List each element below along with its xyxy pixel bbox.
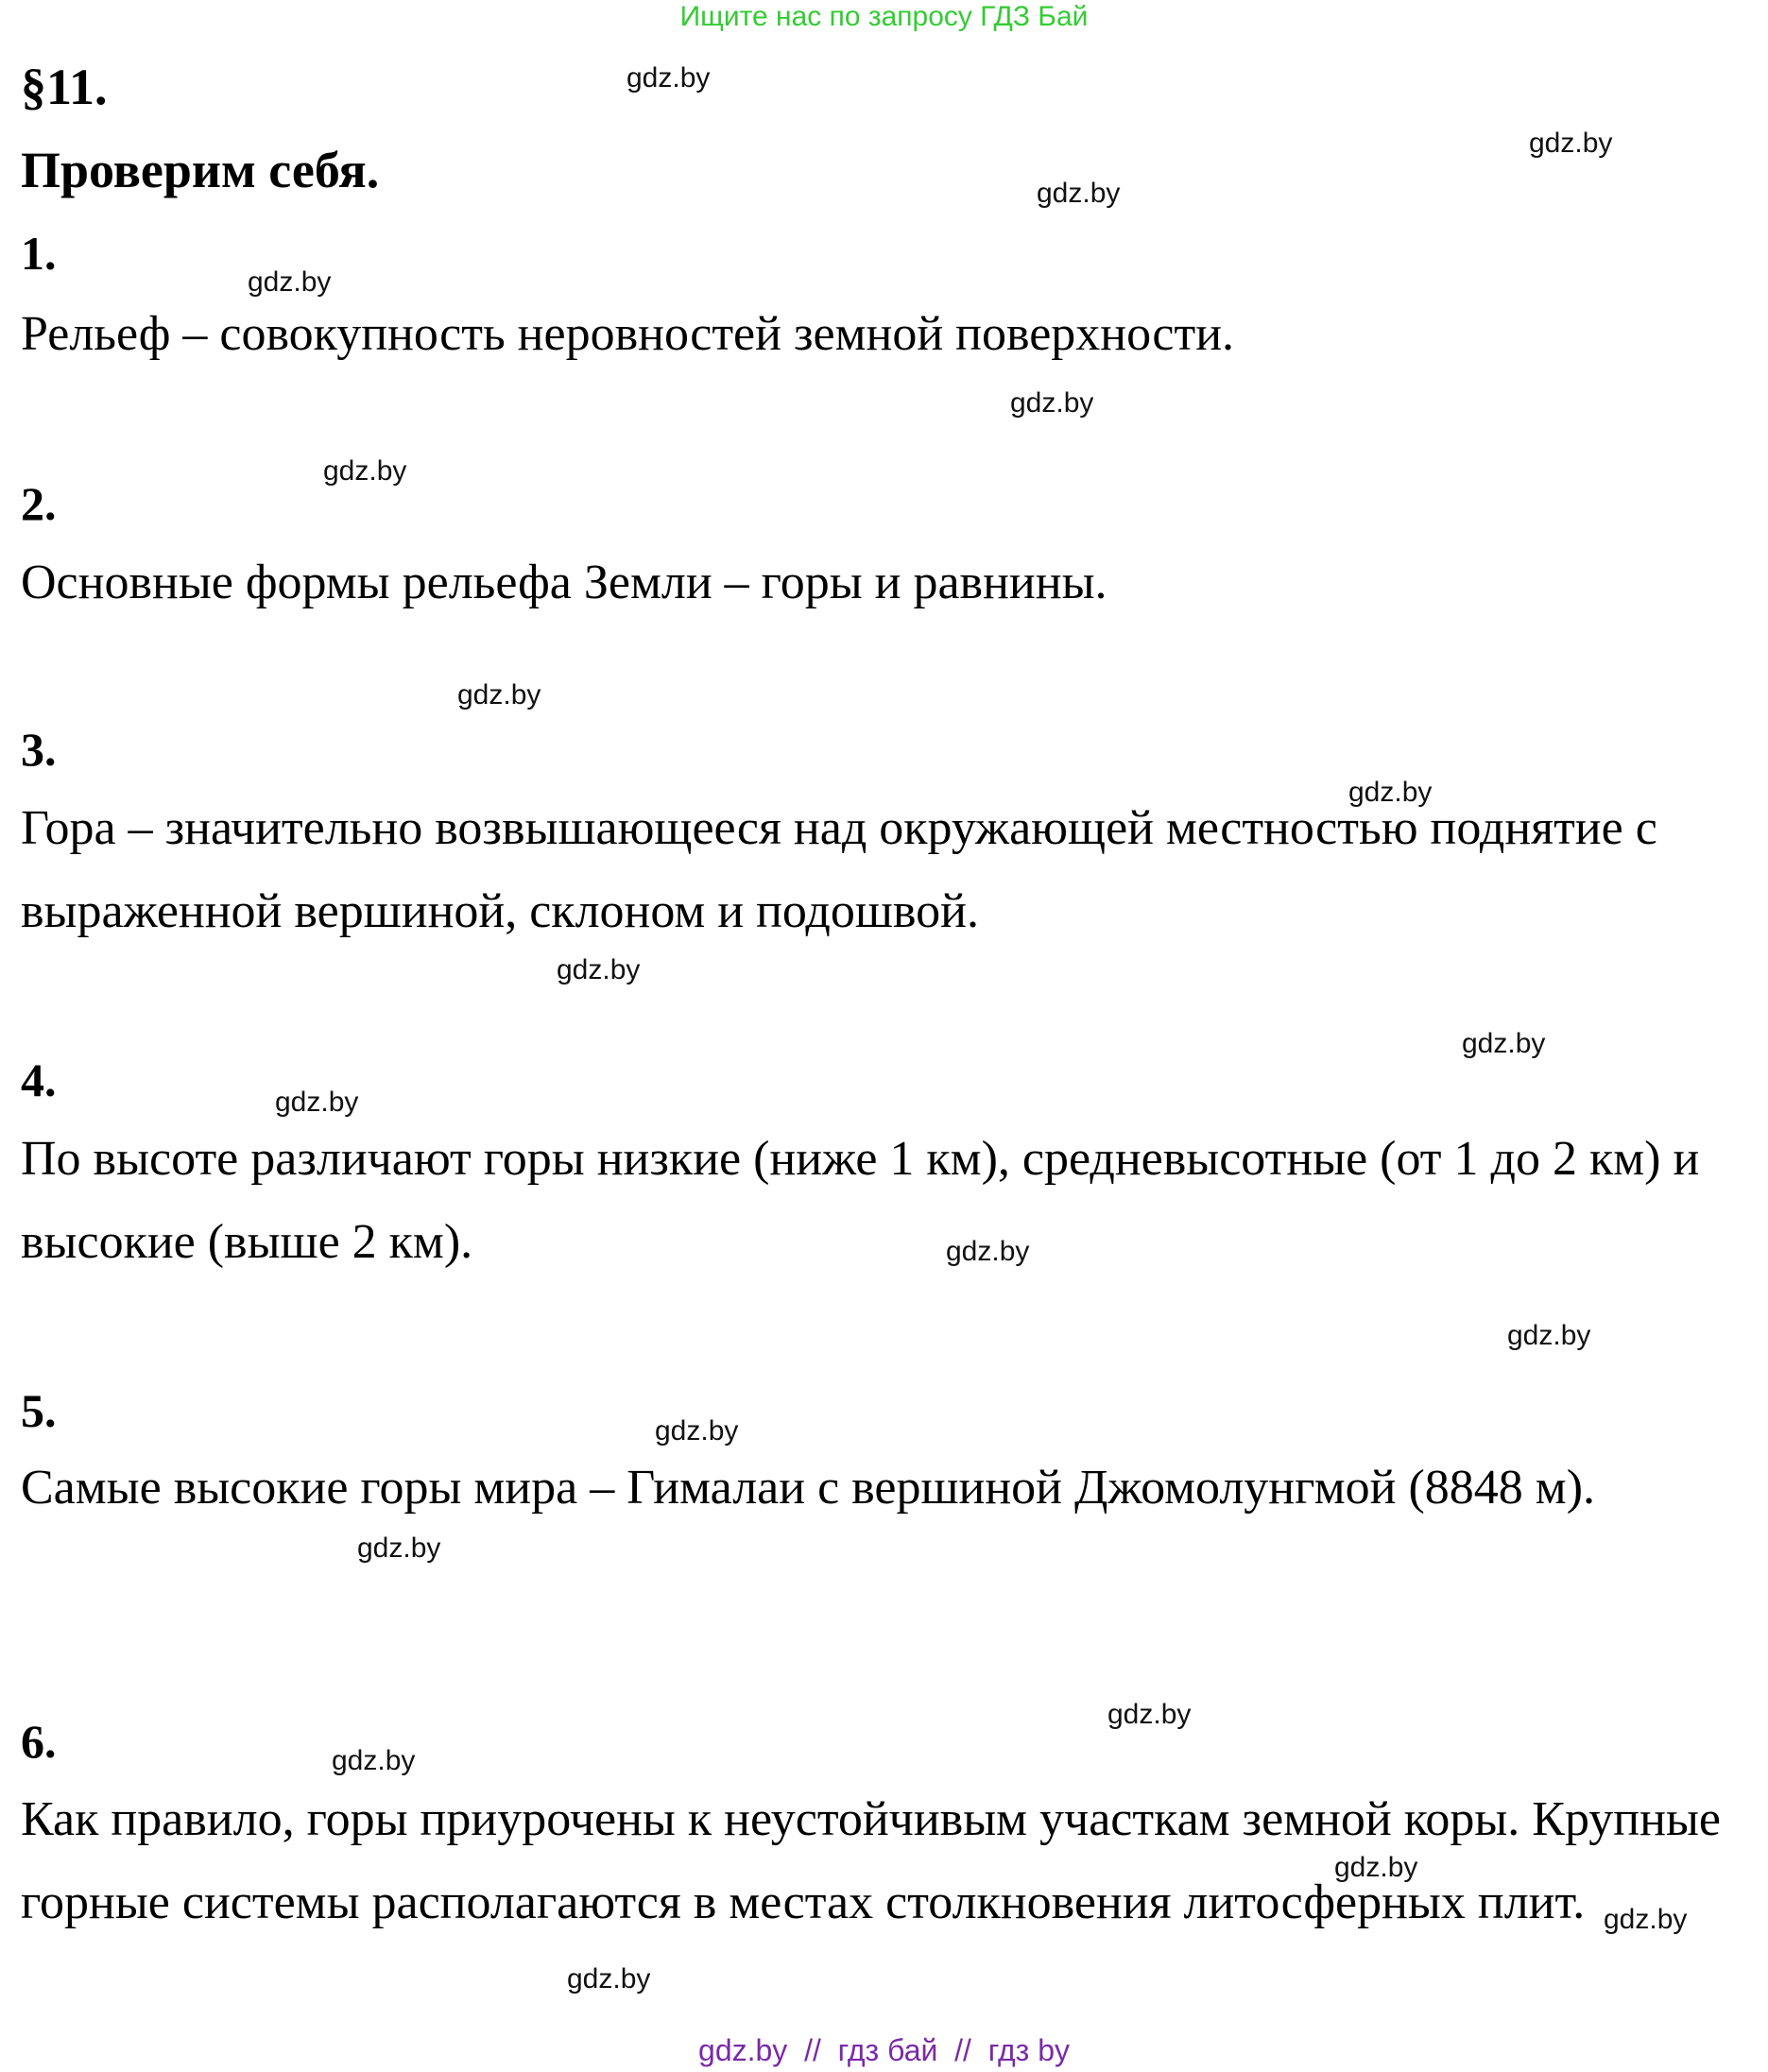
section-title: §11. — [21, 59, 108, 115]
answer-text-3: Гора – значительно возвышающееся над окружающей местностью поднятие с выраженной вершиной, склоном и подошвой. — [21, 801, 1657, 938]
answer-text-1: Рельеф – совокупность неровностей земной поверхности. — [21, 307, 1235, 361]
answer-number-2: 2. — [21, 477, 57, 530]
answer-number-3: 3. — [21, 723, 57, 776]
watermark: gdz.by — [457, 679, 541, 711]
answer-text-6: Как правило, горы приурочены к неустойчивым участкам земной коры. Крупные горные системы располагаются в местах столкновения литосферных плит. — [21, 1792, 1721, 1929]
watermark: gdz.by — [248, 266, 332, 298]
watermark: gdz.by — [1507, 1320, 1591, 1351]
answer-number-6: 6. — [21, 1715, 57, 1768]
answer-text-4: По высоте различают горы низкие (ниже 1 км), средневысотные (от 1 до 2 км) и высокие (выше 2 км). — [21, 1132, 1700, 1269]
top-banner: Ищите нас по запросу ГДЗ Бай — [679, 1, 1089, 32]
watermark: gdz.by — [275, 1087, 359, 1118]
watermark: gdz.by — [1107, 1699, 1192, 1730]
watermark: gdz.by — [357, 1533, 441, 1564]
watermark: gdz.by — [1462, 1028, 1546, 1059]
watermark: gdz.by — [1529, 128, 1613, 159]
answer-text-5: Самые высокие горы мира – Гималаи с вершиной Джомолунгмой (8848 м). — [21, 1461, 1596, 1515]
watermark: gdz.by — [1010, 387, 1094, 419]
watermark: gdz.by — [627, 62, 711, 94]
answer-number-4: 4. — [21, 1053, 57, 1106]
watermark: gdz.by — [567, 1963, 651, 1995]
watermark: gdz.by — [1037, 178, 1121, 209]
bottom-banner: gdz.by // гдз бай // гдз by — [698, 2033, 1070, 2067]
watermark: gdz.by — [557, 954, 641, 985]
answer-number-5: 5. — [21, 1384, 57, 1437]
answer-text-2: Основные формы рельефа Земли – горы и равнины. — [21, 556, 1107, 609]
watermark: gdz.by — [946, 1236, 1030, 1267]
section-subtitle: Проверим себя. — [21, 142, 380, 198]
watermark: gdz.by — [655, 1415, 739, 1447]
watermark: gdz.by — [1334, 1852, 1418, 1883]
watermark: gdz.by — [332, 1745, 416, 1776]
watermark: gdz.by — [1348, 777, 1433, 808]
watermark: gdz.by — [1604, 1904, 1688, 1935]
answer-number-1: 1. — [21, 227, 57, 280]
watermark: gdz.by — [323, 455, 407, 487]
